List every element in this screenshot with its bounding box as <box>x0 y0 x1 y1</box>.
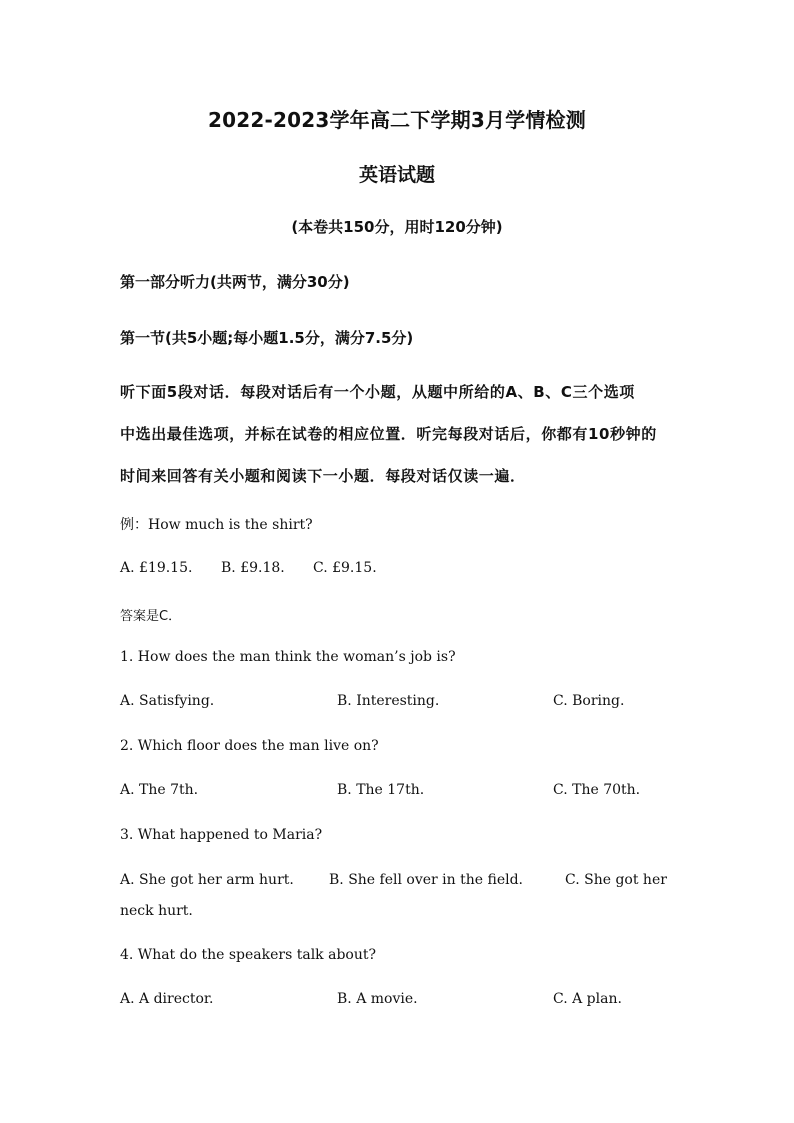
q3-option-c: C. She got her <box>565 872 667 888</box>
q1-option-b: B. Interesting. <box>337 693 440 709</box>
q3-option-c-continuation: neck hurt. <box>120 903 193 919</box>
question-4: 4. What do the speakers talk about? <box>120 947 376 963</box>
q1-option-c: C. Boring. <box>553 693 625 709</box>
instruction-line: 听下面5段对话．每段对话后有一个小题，从题中所给的A、B、C三个选项 <box>120 383 635 401</box>
part1-heading: 第一部分听力(共两节，满分30分) <box>120 273 350 291</box>
example-option-b: B. £9.18. <box>221 560 285 576</box>
example-question: 例：How much is the shirt? <box>120 517 313 533</box>
example-option-a: A. £19.15. <box>120 560 193 576</box>
exam-title: 2022-2023学年高二下学期3月学情检测 <box>208 108 586 132</box>
q2-option-c: C. The 70th. <box>553 782 641 798</box>
q4-option-b: B. A movie. <box>337 991 418 1007</box>
q3-option-a: A. She got her arm hurt. <box>120 872 294 888</box>
instruction-line: 时间来回答有关小题和阅读下一小题．每段对话仅读一遍． <box>120 467 526 485</box>
question-3: 3. What happened to Maria? <box>120 827 323 843</box>
exam-note: (本卷共150分，用时120分钟) <box>291 218 503 236</box>
question-2: 2. Which floor does the man live on? <box>120 738 379 754</box>
section1-heading: 第一节(共5小题;每小题1.5分，满分7.5分) <box>120 329 414 347</box>
q4-option-c: C. A plan. <box>553 991 622 1007</box>
q4-option-a: A. A director. <box>120 991 214 1007</box>
q2-option-b: B. The 17th. <box>337 782 425 798</box>
question-1: 1. How does the man think the woman’s job is? <box>120 649 456 665</box>
example-option-c: C. £9.15. <box>313 560 377 576</box>
instruction-line: 中选出最佳选项，并标在试卷的相应位置．听完每段对话后，你都有10秒钟的 <box>120 425 657 443</box>
q1-option-a: A. Satisfying. <box>120 693 215 709</box>
exam-subtitle: 英语试题 <box>358 164 435 186</box>
q3-option-b: B. She fell over in the field. <box>329 872 524 888</box>
example-answer: 答案是C． <box>120 609 182 624</box>
q2-option-a: A. The 7th. <box>120 782 199 798</box>
